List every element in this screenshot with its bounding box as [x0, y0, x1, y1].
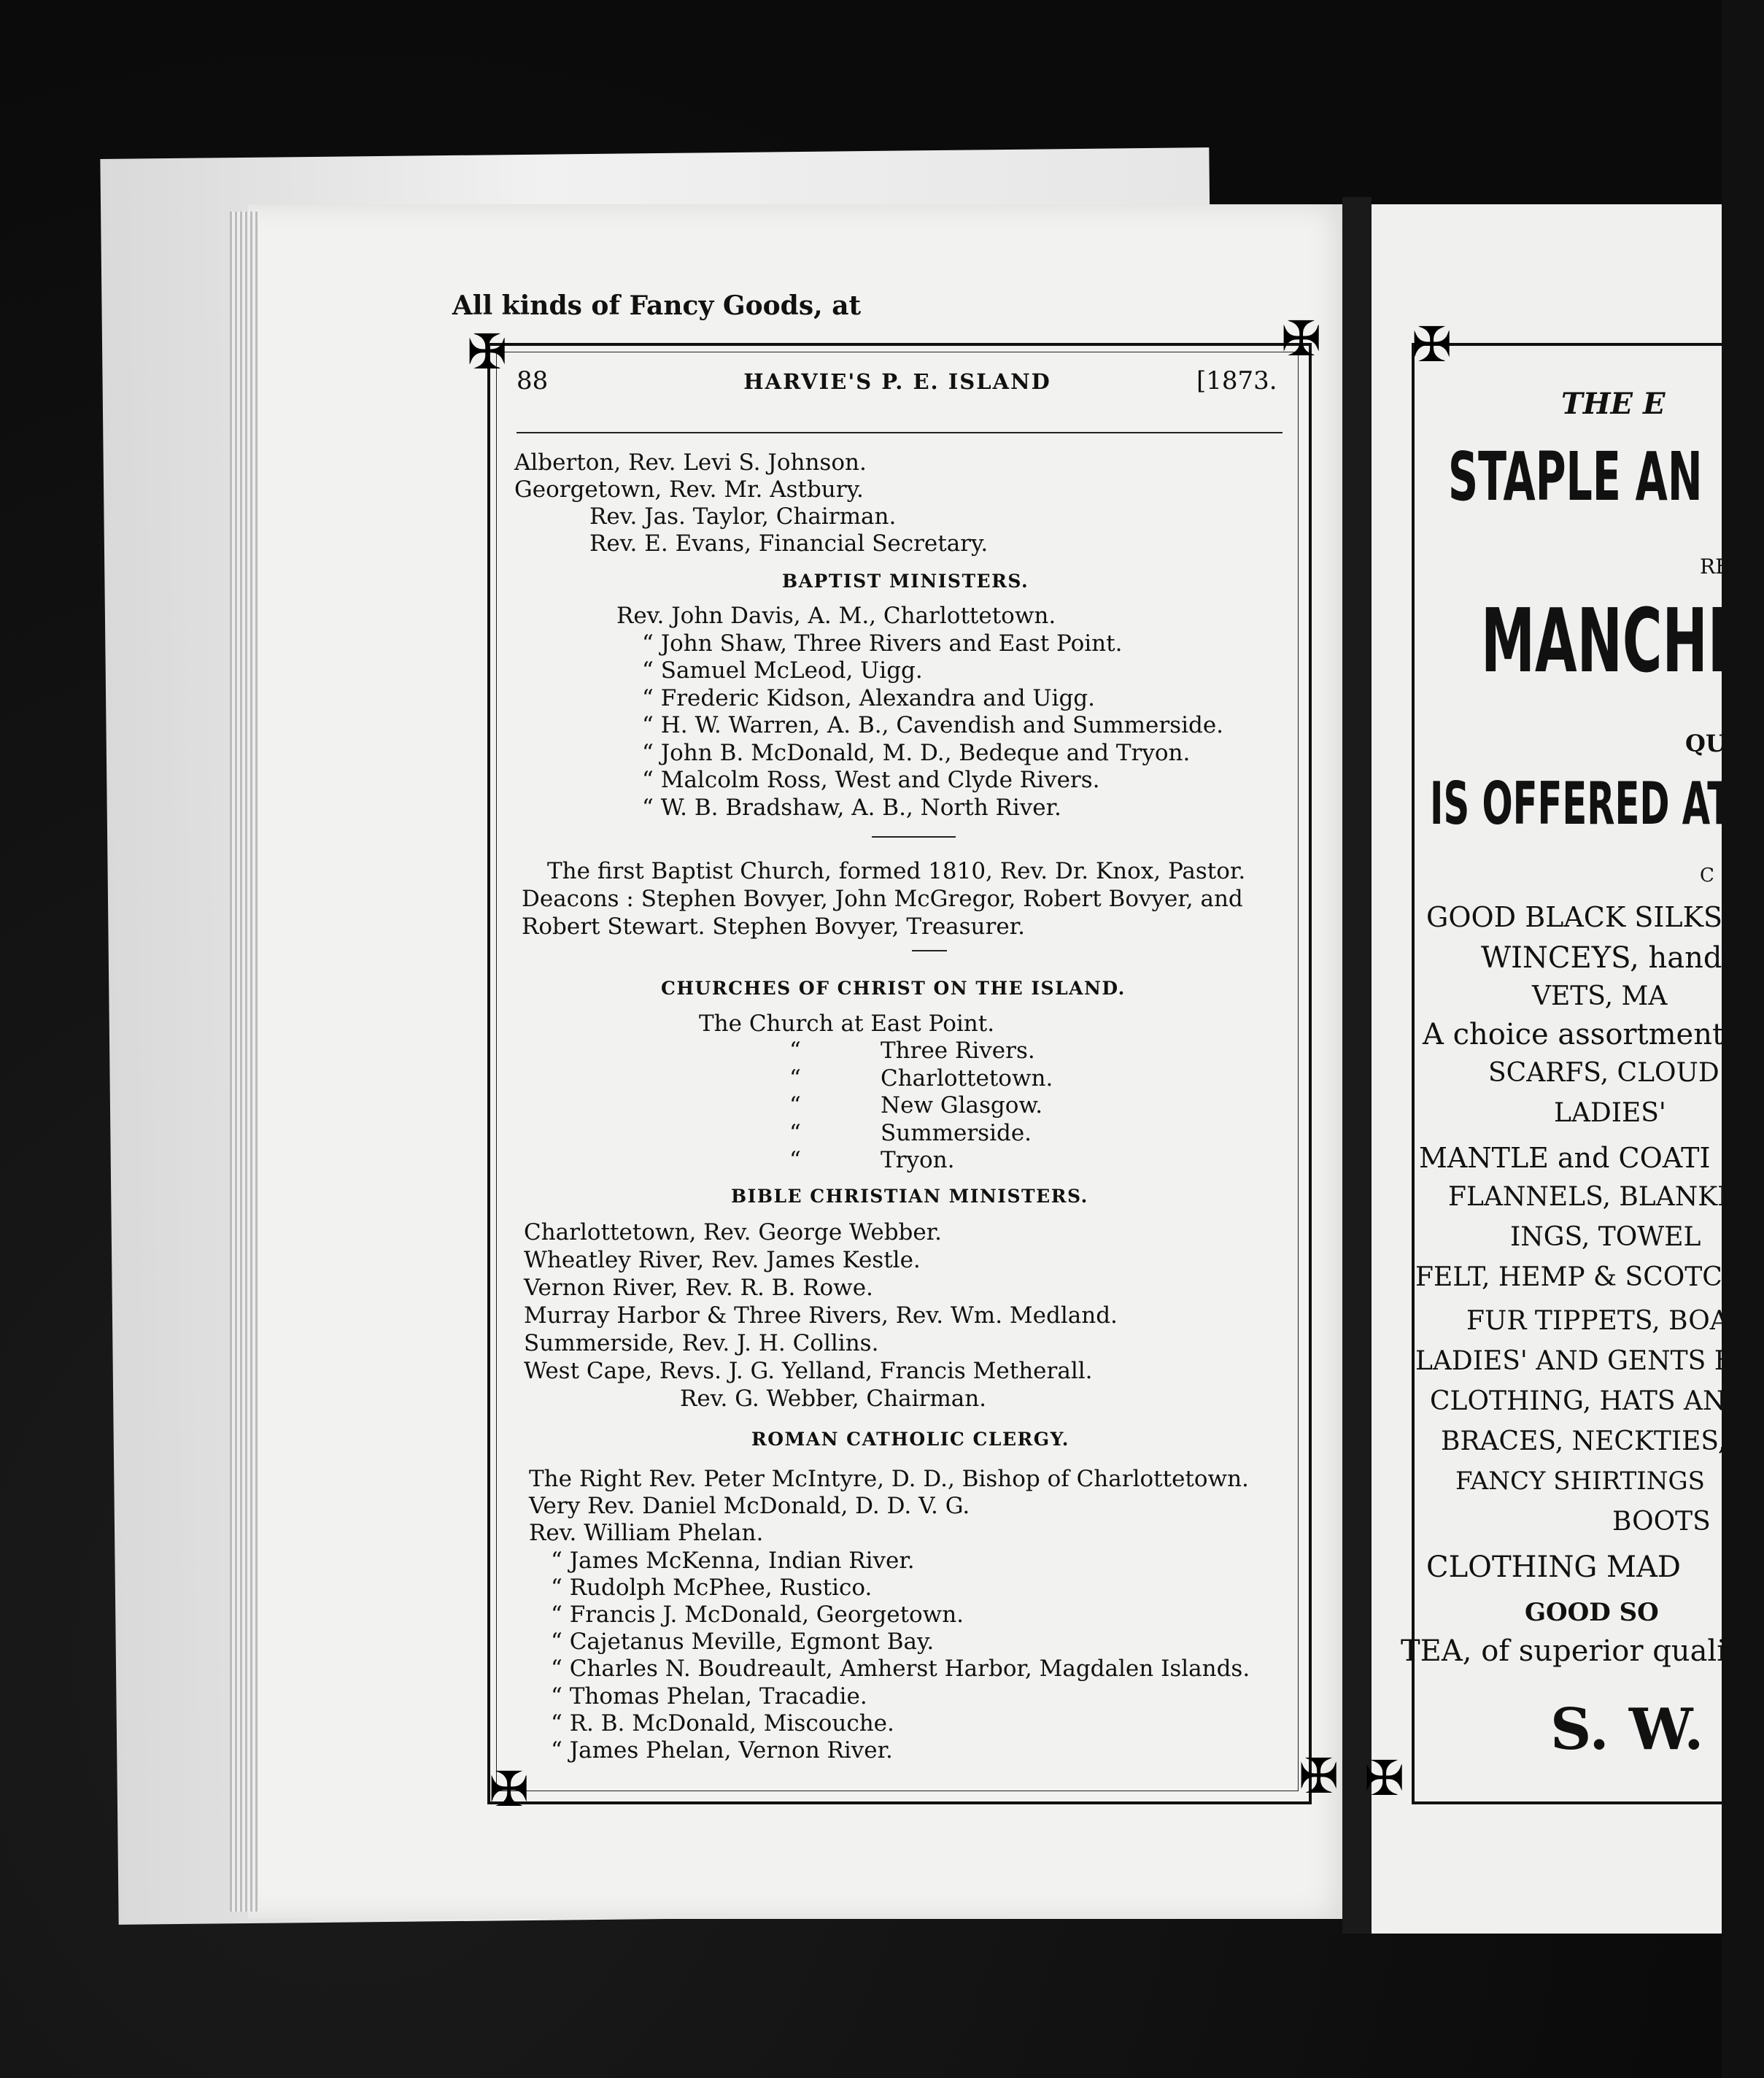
cross-ornament-icon: ✠ — [1299, 1748, 1339, 1804]
advertisement-line: IS OFFERED AT — [1430, 770, 1733, 838]
section-rule — [872, 836, 956, 838]
advertisement-line: THE E — [1561, 387, 1666, 421]
directory-line: Rev. E. Evans, Financial Secretary. — [589, 530, 989, 557]
ditto-mark: “ — [789, 1147, 801, 1173]
directory-line: Very Rev. Daniel McDonald, D. D. V. G. — [529, 1493, 970, 1520]
advertisement-line: FLANNELS, BLANKE — [1448, 1182, 1737, 1212]
advertisement-line: CLOTHING MAD — [1426, 1550, 1681, 1584]
directory-line: New Glasgow. — [881, 1092, 1043, 1119]
cross-ornament-icon: ✠ — [467, 324, 508, 380]
advertisement-line: BRACES, NECKTIES, — [1441, 1426, 1727, 1456]
advertisement-line: QU — [1685, 730, 1726, 757]
advertisement-line: GOOD SO — [1525, 1598, 1659, 1627]
advertisement-line: FUR TIPPETS, BOA — [1466, 1306, 1729, 1336]
directory-line: “ James McKenna, Indian River. — [551, 1547, 915, 1574]
advertisement-line: BOOTS — [1612, 1507, 1711, 1537]
directory-line: “ John B. McDonald, M. D., Bedeque and Tryon. — [642, 739, 1191, 766]
advertisement-line: LADIES' — [1554, 1098, 1666, 1128]
directory-line: Rev. G. Webber, Chairman. — [680, 1386, 987, 1412]
directory-line: Alberton, Rev. Levi S. Johnson. — [514, 449, 867, 476]
ditto-mark: “ — [789, 1065, 801, 1092]
section-heading: BIBLE CHRISTIAN MINISTERS. — [731, 1186, 1088, 1207]
header-title: HARVIE'S P. E. ISLAND — [743, 369, 1051, 394]
directory-line: Three Rivers. — [881, 1038, 1035, 1064]
advertisement-line: FANCY SHIRTINGS — [1455, 1467, 1705, 1496]
advertisement-line: S. W. — [1550, 1696, 1704, 1763]
directory-line: The Church at East Point. — [699, 1011, 995, 1037]
section-rule — [912, 950, 947, 951]
cross-ornament-icon: ✠ — [489, 1761, 530, 1818]
directory-line: “ Francis J. McDonald, Georgetown. — [551, 1602, 964, 1628]
advertisement-line: MANCHE — [1481, 591, 1745, 692]
section-heading: BAPTIST MINISTERS. — [782, 571, 1029, 592]
advertisement-line: LADIES' AND GENTS F — [1415, 1346, 1733, 1376]
directory-line: Summerside. — [881, 1119, 1032, 1146]
ditto-mark: “ — [789, 1092, 801, 1119]
advertisement-line: MANTLE and COATI — [1419, 1142, 1711, 1174]
book-gutter — [1342, 197, 1372, 1934]
advertisement-line: RE — [1700, 555, 1730, 579]
directory-line: Rev. John Davis, A. M., Charlottetown. — [616, 603, 1056, 629]
directory-line: Wheatley River, Rev. James Kestle. — [524, 1247, 921, 1273]
advertisement-line: STAPLE AN — [1448, 438, 1703, 516]
directory-line: “ Charles N. Boudreault, Amherst Harbor, Magdalen Islands. — [551, 1656, 1250, 1683]
directory-line: “ Cajetanus Meville, Egmont Bay. — [551, 1629, 935, 1656]
cross-ornament-icon: ✠ — [1364, 1750, 1405, 1807]
advertisement-line: INGS, TOWEL — [1510, 1222, 1701, 1252]
header-year: [1873. — [1196, 366, 1277, 395]
directory-line: Rev. Jas. Taylor, Chairman. — [589, 503, 897, 530]
directory-line: “ Malcolm Ross, West and Clyde Rivers. — [642, 767, 1100, 793]
running-head: All kinds of Fancy Goods, at — [452, 290, 862, 321]
directory-line: “ Rudolph McPhee, Rustico. — [551, 1574, 873, 1601]
page-edges — [230, 212, 259, 1912]
directory-line: Vernon River, Rev. R. B. Rowe. — [524, 1275, 873, 1301]
directory-line: “ John Shaw, Three Rivers and East Point. — [642, 630, 1123, 657]
directory-line: Murray Harbor & Three Rivers, Rev. Wm. Medland. — [524, 1302, 1118, 1329]
directory-line: Charlottetown. — [881, 1065, 1053, 1092]
directory-line: “ James Phelan, Vernon River. — [551, 1737, 893, 1764]
page-number: 88 — [517, 366, 549, 395]
cross-ornament-icon: ✠ — [1412, 317, 1452, 373]
advertisement-line: A choice assortment — [1423, 1018, 1725, 1051]
directory-line: Rev. William Phelan. — [529, 1520, 764, 1547]
cross-ornament-icon: ✠ — [1281, 311, 1322, 367]
directory-line: “ W. B. Bradshaw, A. B., North River. — [642, 794, 1061, 821]
directory-line: Georgetown, Rev. Mr. Astbury. — [514, 476, 864, 503]
directory-line: Tryon. — [881, 1147, 955, 1173]
ditto-mark: “ — [789, 1119, 801, 1146]
advertisement-line: WINCEYS, hands — [1481, 941, 1738, 975]
directory-line: The first Baptist Church, formed 1810, Rev. Dr. Knox, Pastor. — [547, 858, 1246, 884]
directory-line: Summerside, Rev. J. H. Collins. — [524, 1330, 879, 1356]
directory-line: West Cape, Revs. J. G. Yelland, Francis Metherall. — [524, 1358, 1093, 1384]
directory-line: “ Thomas Phelan, Tracadie. — [551, 1683, 867, 1710]
directory-line: “ R. B. McDonald, Miscouche. — [551, 1710, 894, 1737]
directory-line: The Right Rev. Peter McIntyre, D. D., Bishop of Charlottetown. — [529, 1466, 1249, 1492]
directory-line: “ H. W. Warren, A. B., Cavendish and Summerside. — [642, 712, 1224, 738]
directory-line: Deacons : Stephen Bovyer, John McGregor, Robert Bovyer, and — [522, 886, 1243, 912]
ditto-mark: “ — [789, 1038, 801, 1064]
advertisement-line: CLOTHING, HATS AN — [1430, 1386, 1726, 1416]
directory-line: Robert Stewart. Stephen Bovyer, Treasurer. — [522, 914, 1025, 940]
directory-line: Charlottetown, Rev. George Webber. — [524, 1219, 943, 1245]
section-heading: ROMAN CATHOLIC CLERGY. — [751, 1429, 1069, 1450]
advertisement-line: FELT, HEMP & SCOTC — [1415, 1262, 1722, 1292]
directory-line: “ Samuel McLeod, Uigg. — [642, 657, 923, 684]
advertisement-line: C — [1700, 865, 1714, 887]
advertisement-line: VETS, MA — [1532, 981, 1668, 1011]
advertisement-line: TEA, of superior quality; — [1401, 1634, 1764, 1668]
header-rule — [517, 432, 1283, 433]
advertisement-line: SCARFS, CLOUD — [1488, 1058, 1719, 1088]
directory-line: “ Frederic Kidson, Alexandra and Uigg. — [642, 684, 1095, 711]
advertisement-line: GOOD BLACK SILKS, — [1426, 901, 1730, 933]
section-heading: CHURCHES OF CHRIST ON THE ISLAND. — [661, 978, 1126, 999]
